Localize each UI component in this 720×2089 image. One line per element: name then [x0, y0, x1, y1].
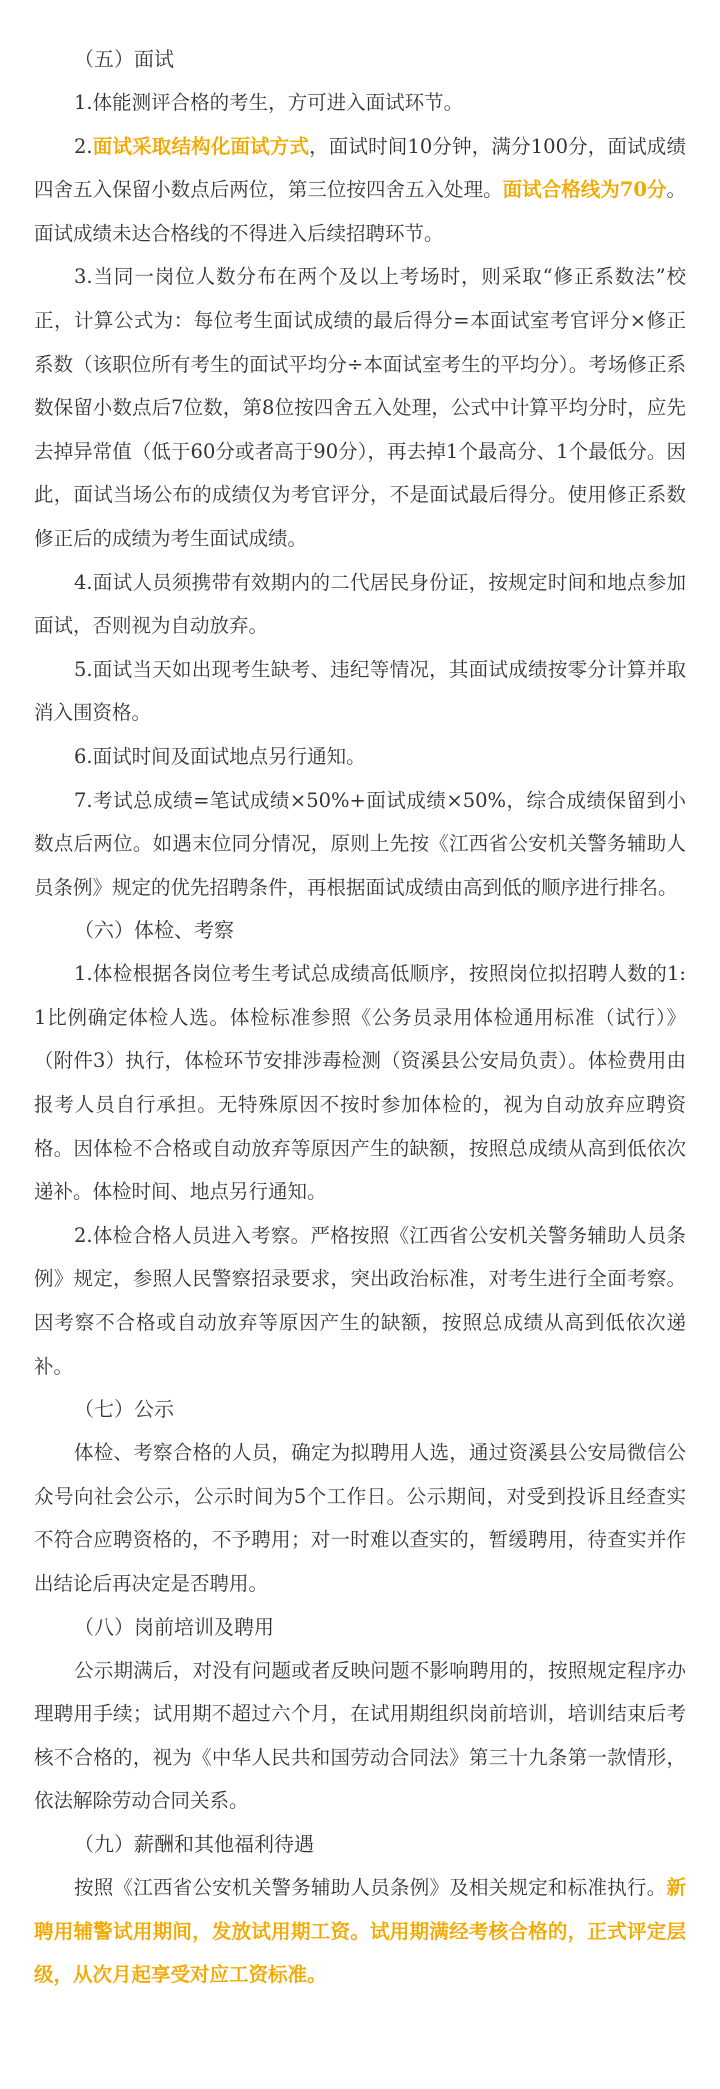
text-run: 1.体检根据各岗位考生考试总成绩高低顺序，按照岗位拟招聘人数的1:1比例确定体检人选。体检标准参照《公务员录用体检通用标准（试行）》（附件3）执行，体检环节安排涉毒检测（资溪县公安局负责）。体检费用由报考人员自行承担。无特殊原因不按时参加体检的，视为自动放弃应聘资格。因体检不合格或自动放弃等原因产生的缺额，按照总成绩从高到低依次递补。体检时间、地点另行通知。: [34, 962, 686, 1204]
paragraph: [34, 125, 686, 256]
paragraph: [34, 1649, 686, 1823]
text-run: 3.当同一岗位人数分布在两个及以上考场时，则采取“修正系数法”校正，计算公式为：每位考生面试成绩的最后得分=本面试室考官评分×修正系数（该职位所有考生的面试平均分÷本面试室考生的平均分）。考场修正系数保留小数点后7位数，第8位按四舍五入处理，公式中计算平均分时，应先去掉异常值（低于60分或者高于90分），再去掉1个最高分、1个最低分。因此，面试当场公布的成绩仅为考官评分，不是面试最后得分。使用修正系数修正后的成绩为考生面试成绩。: [34, 265, 686, 550]
text-run: 5.面试当天如出现考生缺考、违纪等情况，其面试成绩按零分计算并取消入围资格。: [34, 657, 686, 725]
text-run: 公示期满后，对没有问题或者反映问题不影响聘用的，按照规定程序办理聘用手续；试用期不超过六个月，在试用期组织岗前培训，培训结束后考核不合格的，视为《中华人民共和国劳动合同法》第三十九条第一款情形，依法解除劳动合同关系。: [34, 1658, 686, 1813]
text-run: 4.面试人员须携带有效期内的二代居民身份证，按规定时间和地点参加面试，否则视为自动放弃。: [34, 570, 686, 638]
paragraph: [34, 561, 686, 648]
paragraph: [34, 952, 686, 1214]
text-run: 6.面试时间及面试地点另行通知。: [74, 744, 366, 768]
text-run: 按照《江西省公安机关警务辅助人员条例》及相关规定和标准执行。: [74, 1875, 667, 1899]
paragraph: [34, 779, 686, 910]
text-run: 2.体检合格人员进入考察。严格按照《江西省公安机关警务辅助人员条例》规定，参照人民警察招录要求，突出政治标准，对考生进行全面考察。因考察不合格或自动放弃等原因产生的缺额，按照总成绩从高到低依次递补。: [34, 1223, 686, 1378]
section-heading: （七）公示: [74, 1397, 174, 1422]
highlighted-text: 面试采取结构化面试方式: [92, 134, 310, 158]
paragraph: [34, 1214, 686, 1388]
highlighted-text: 新聘用辅警试用期间，发放试用期工资。试用期满经考核合格的，正式评定层级，从次月起享受对应工资标准。: [34, 1875, 686, 1987]
paragraph: [34, 1431, 686, 1605]
paragraph: [34, 1866, 686, 1997]
document-body: [34, 38, 686, 1997]
section-heading: （六）体检、考察: [74, 918, 234, 943]
section-heading: （八）岗前培训及聘用: [74, 1614, 274, 1639]
paragraph: [34, 735, 686, 779]
highlighted-text: 面试合格线为70分: [502, 178, 667, 202]
text-run: 1.体能测评合格的考生，方可进入面试环节。: [74, 91, 464, 114]
text-run: ，面试时间10分钟，满分100分，面试成绩四舍五入保留小数点后两位，第三位按四舍五入处理。: [34, 134, 686, 202]
text-run: 2.: [74, 134, 93, 158]
text-run: 体检、考察合格的人员，确定为拟聘用人选，通过资溪县公安局微信公众号向社会公示，公示时间为5个工作日。公示期间，对受到投诉且经查实不符合应聘资格的，不予聘用；对一时难以查实的，暂缓聘用，待查实并作出结论后再决定是否聘用。: [34, 1441, 686, 1595]
paragraph: [34, 255, 686, 560]
section-heading: （九）薪酬和其他福利待遇: [74, 1831, 314, 1856]
text-run: 7.考试总成绩=笔试成绩×50%+面试成绩×50%，综合成绩保留到小数点后两位。如遇末位同分情况，原则上先按《江西省公安机关警务辅助人员条例》规定的优先招聘条件，再根据面试成绩由高到低的顺序进行排名。: [34, 788, 686, 899]
text-run: 。面试成绩未达合格线的不得进入后续招聘环节。: [34, 178, 686, 245]
paragraph: [34, 81, 686, 125]
section-heading: （五）面试: [74, 47, 174, 71]
paragraph: [34, 648, 686, 735]
